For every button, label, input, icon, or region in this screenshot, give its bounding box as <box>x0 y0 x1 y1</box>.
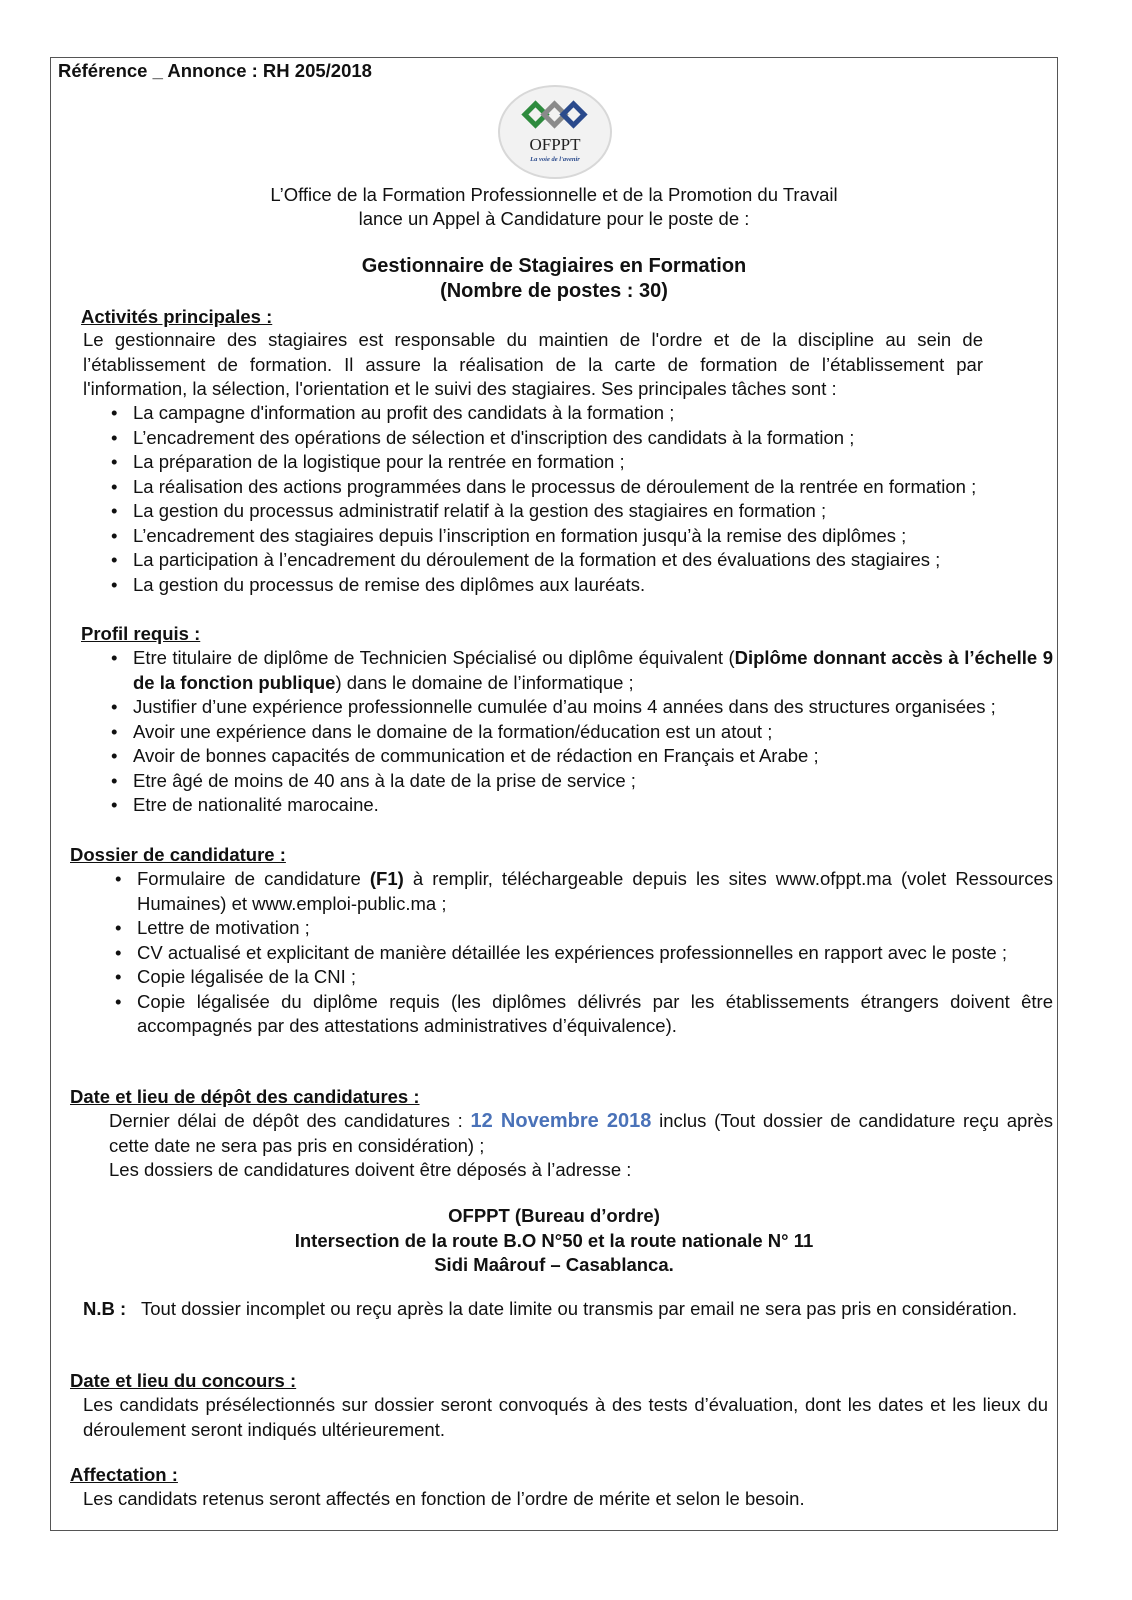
list-item: • Lettre de motivation ; <box>112 916 1053 941</box>
item-text: ) dans le domaine de l’informatique ; <box>335 671 634 693</box>
deadline-date: 12 Novembre 2018 <box>470 1110 652 1132</box>
list-item: • Copie légalisée de la CNI ; <box>112 965 1053 990</box>
deposit-deadline <box>109 1109 1053 1158</box>
deadline-text: Dernier délai de dépôt des candidatures : <box>109 1110 471 1131</box>
job-title: Gestionnaire de Stagiaires en Formation <box>361 255 747 277</box>
list-item: • La campagne d'information au profit des candidats à la formation ; <box>108 401 1053 426</box>
item-text: Etre titulaire de diplôme de Technicien Spécialisé ou diplôme équivalent ( <box>133 647 735 668</box>
list-item: • Justifier d’une expérience professionnelle cumulée d’au moins 4 années dans des structures organisées ; <box>108 695 1053 720</box>
activities-intro: Le gestionnaire des stagiaires est responsable du maintien de l'ordre et de la discipline au sein de l’établissement de formation. Il assure la réalisation de la carte de formation de l’établissement par l'information, la sélection, l'orientation et le suivi des stagiaires. Ses principales tâches sont : <box>83 329 983 399</box>
logo-text: OFPPT <box>529 135 581 154</box>
list-item: • Avoir une expérience dans le domaine de la formation/éducation est un atout ; <box>108 720 1053 745</box>
contest-text: Les candidats présélectionnés sur dossier seront convoqués à des tests d’évaluation, dont les dates et les lieux du déroulement seront indiqués ultérieurement. <box>83 1394 1048 1440</box>
list-item: • La gestion du processus de remise des diplômes aux lauréats. <box>108 573 1053 598</box>
list-item: • La réalisation des actions programmées dans le processus de déroulement de la rentrée en formation ; <box>108 475 1053 500</box>
item-text: Formulaire de candidature <box>137 868 370 889</box>
nb-label: N.B : <box>83 1298 127 1319</box>
nb-text: Tout dossier incomplet ou reçu après la date limite ou transmis par email ne sera pas pris en considération. <box>141 1298 1018 1319</box>
contest-heading: Date et lieu du concours : <box>70 1370 297 1391</box>
address-line: Intersection de la route B.O N°50 et la route nationale N° 11 <box>294 1229 814 1251</box>
list-item <box>112 867 1053 916</box>
address-line: OFPPT (Bureau d’ordre) <box>448 1205 660 1226</box>
job-title-block <box>50 254 1058 304</box>
item-bold-text: Diplôme donnant accès à l’échelle 9 de la fonction publique <box>133 647 1053 693</box>
activities-heading: Activités principales : <box>81 306 273 327</box>
assignment-text: Les candidats retenus seront affectés en fonction de l’ordre de mérite et selon le besoin. <box>83 1488 805 1509</box>
logo-tagline: La voie de l'avenir <box>530 156 580 163</box>
profile-heading: Profil requis : <box>81 623 201 644</box>
nb-note <box>83 1297 1053 1322</box>
reference-number: Référence _ Annonce : RH 205/2018 <box>58 60 372 81</box>
list-item <box>108 646 1053 695</box>
profile-list <box>108 646 1053 818</box>
list-item: • Etre âgé de moins de 40 ans à la date de la prise de service ; <box>108 769 1053 794</box>
item-text: à remplir, téléchargeable depuis les sites www.ofppt.ma (volet Ressources Humaines) et www.emploi-public.ma ; <box>137 868 1053 914</box>
list-item: • CV actualisé et explicitant de manière détaillée les expériences professionnelles en rapport avec le poste ; <box>112 941 1053 966</box>
list-item: • Copie légalisée du diplôme requis (les diplômes délivrés par les établissements étrangers doivent être accompagnés par des attestations administratives d’équivalence). <box>112 990 1053 1039</box>
dossier-heading: Dossier de candidature : <box>70 844 286 865</box>
positions-count: (Nombre de postes : 30) <box>440 280 668 302</box>
dossier-list <box>112 867 1053 1039</box>
list-item: • Etre de nationalité marocaine. <box>108 793 1053 818</box>
assignment-heading: Affectation : <box>70 1464 178 1485</box>
list-item: • L’encadrement des opérations de sélection et d'inscription des candidats à la formation ; <box>108 426 1053 451</box>
list-item: • La participation à l’encadrement du déroulement de la formation et des évaluations des stagiaires ; <box>108 548 1053 573</box>
address-line: Sidi Maârouf – Casablanca. <box>434 1254 674 1275</box>
address-intro: Les dossiers de candidatures doivent être déposés à l’adresse : <box>109 1159 632 1180</box>
list-item: • L’encadrement des stagiaires depuis l’inscription en formation jusqu’à la remise des diplômes ; <box>108 524 1053 549</box>
activities-list <box>108 401 1053 597</box>
intro-line: L’Office de la Formation Professionnelle et de la Promotion du Travail <box>270 184 838 205</box>
list-item: • La préparation de la logistique pour la rentrée en formation ; <box>108 450 1053 475</box>
deadline-text: inclus (Tout dossier de candidature reçu après cette date ne sera pas pris en considération) ; <box>109 1110 1053 1156</box>
intro-line: lance un Appel à Candidature pour le poste de : <box>358 208 750 229</box>
deposit-heading: Date et lieu de dépôt des candidatures : <box>70 1086 420 1107</box>
list-item: • Avoir de bonnes capacités de communication et de rédaction en Français et Arabe ; <box>108 744 1053 769</box>
address-block <box>50 1204 1058 1278</box>
item-bold-text: (F1) <box>369 868 404 889</box>
intro <box>50 183 1058 231</box>
ofppt-logo <box>497 84 613 180</box>
list-item: • La gestion du processus administratif relatif à la gestion des stagiaires en formation ; <box>108 499 1053 524</box>
